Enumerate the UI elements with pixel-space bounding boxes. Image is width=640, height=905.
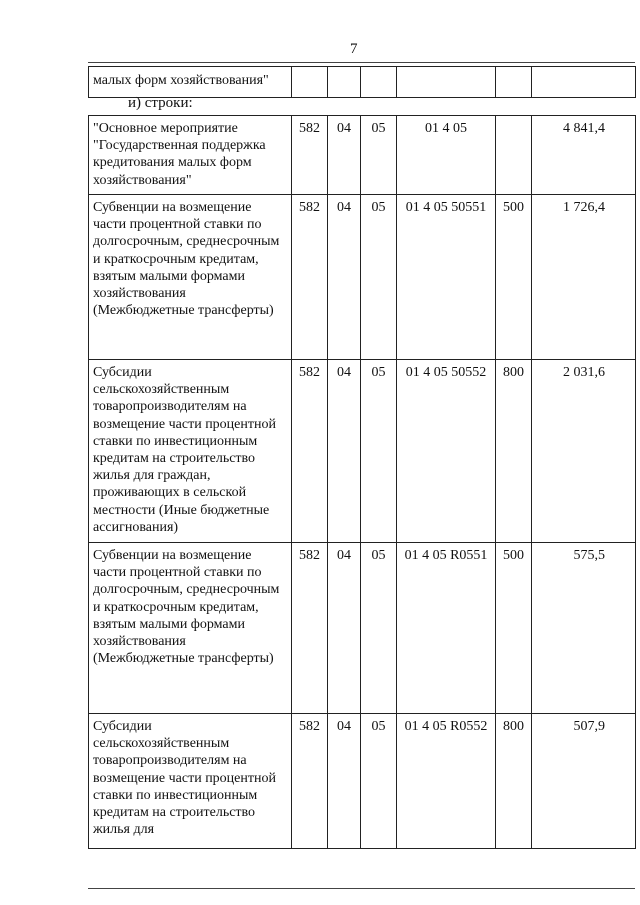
section-cell: 04 [328,195,361,360]
bottom-rule [88,888,635,889]
amount-cell [532,67,636,98]
subsection-cell: 05 [361,360,397,543]
subsection-cell: 05 [361,543,397,714]
subsection-cell [361,67,397,98]
description-cell: Субсидии сельскохозяйственным товаропроизводителям на возмещение части процентной ставки по инвестиционным кредитам на строительство жилья для граждан, проживающих в сельской местности (Иные бюджетные ассигнования) [89,360,292,543]
rows-label: и) строки: [128,95,193,111]
section-cell: 04 [328,543,361,714]
section-cell: 04 [328,360,361,543]
code-cell: 582 [292,543,328,714]
table-row [89,360,636,543]
section-cell [328,67,361,98]
code-cell [292,67,328,98]
expense-type-cell: 500 [496,543,532,714]
code-cell: 582 [292,195,328,360]
amount-cell: 4 841,4 [532,116,636,195]
code-cell: 582 [292,116,328,195]
target-cell: 01 4 05 50552 [397,360,496,543]
amount-cell: 2 031,6 [532,360,636,543]
page-number: 7 [350,41,358,57]
expense-type-cell: 500 [496,195,532,360]
description-cell: малых форм хозяйствования" [89,67,292,98]
target-cell [397,67,496,98]
table-row [89,116,636,195]
subsection-cell: 05 [361,714,397,849]
description-cell: "Основное мероприятие "Государственная поддержка кредитования малых форм хозяйствования" [89,116,292,195]
previous-row-table [88,66,636,98]
target-cell: 01 4 05 R0552 [397,714,496,849]
expense-type-cell: 800 [496,714,532,849]
target-cell: 01 4 05 50551 [397,195,496,360]
amount-cell: 575,5 [532,543,636,714]
table-row [89,67,636,98]
table-row [89,543,636,714]
subsection-cell: 05 [361,116,397,195]
subsection-cell: 05 [361,195,397,360]
code-cell: 582 [292,360,328,543]
table-row [89,195,636,360]
table-row [89,714,636,849]
amount-cell: 1 726,4 [532,195,636,360]
code-cell: 582 [292,714,328,849]
description-cell: Субсидии сельскохозяйственным товаропроизводителям на возмещение части процентной ставки по инвестиционным кредитам на строительство жилья для [89,714,292,849]
expense-type-cell [496,116,532,195]
target-cell: 01 4 05 R0551 [397,543,496,714]
budget-table [88,115,636,849]
section-cell: 04 [328,714,361,849]
expense-type-cell: 800 [496,360,532,543]
description-cell: Субвенции на возмещение части процентной ставки по долгосрочным, среднесрочным и краткосрочным кредитам, взятым малыми формами хозяйствования (Межбюджетные трансферты) [89,195,292,360]
amount-cell: 507,9 [532,714,636,849]
description-cell: Субвенции на возмещение части процентной ставки по долгосрочным, среднесрочным и краткосрочным кредитам, взятым малыми формами хозяйствования (Межбюджетные трансферты) [89,543,292,714]
top-rule [88,62,635,63]
section-cell: 04 [328,116,361,195]
target-cell: 01 4 05 [397,116,496,195]
expense-type-cell [496,67,532,98]
